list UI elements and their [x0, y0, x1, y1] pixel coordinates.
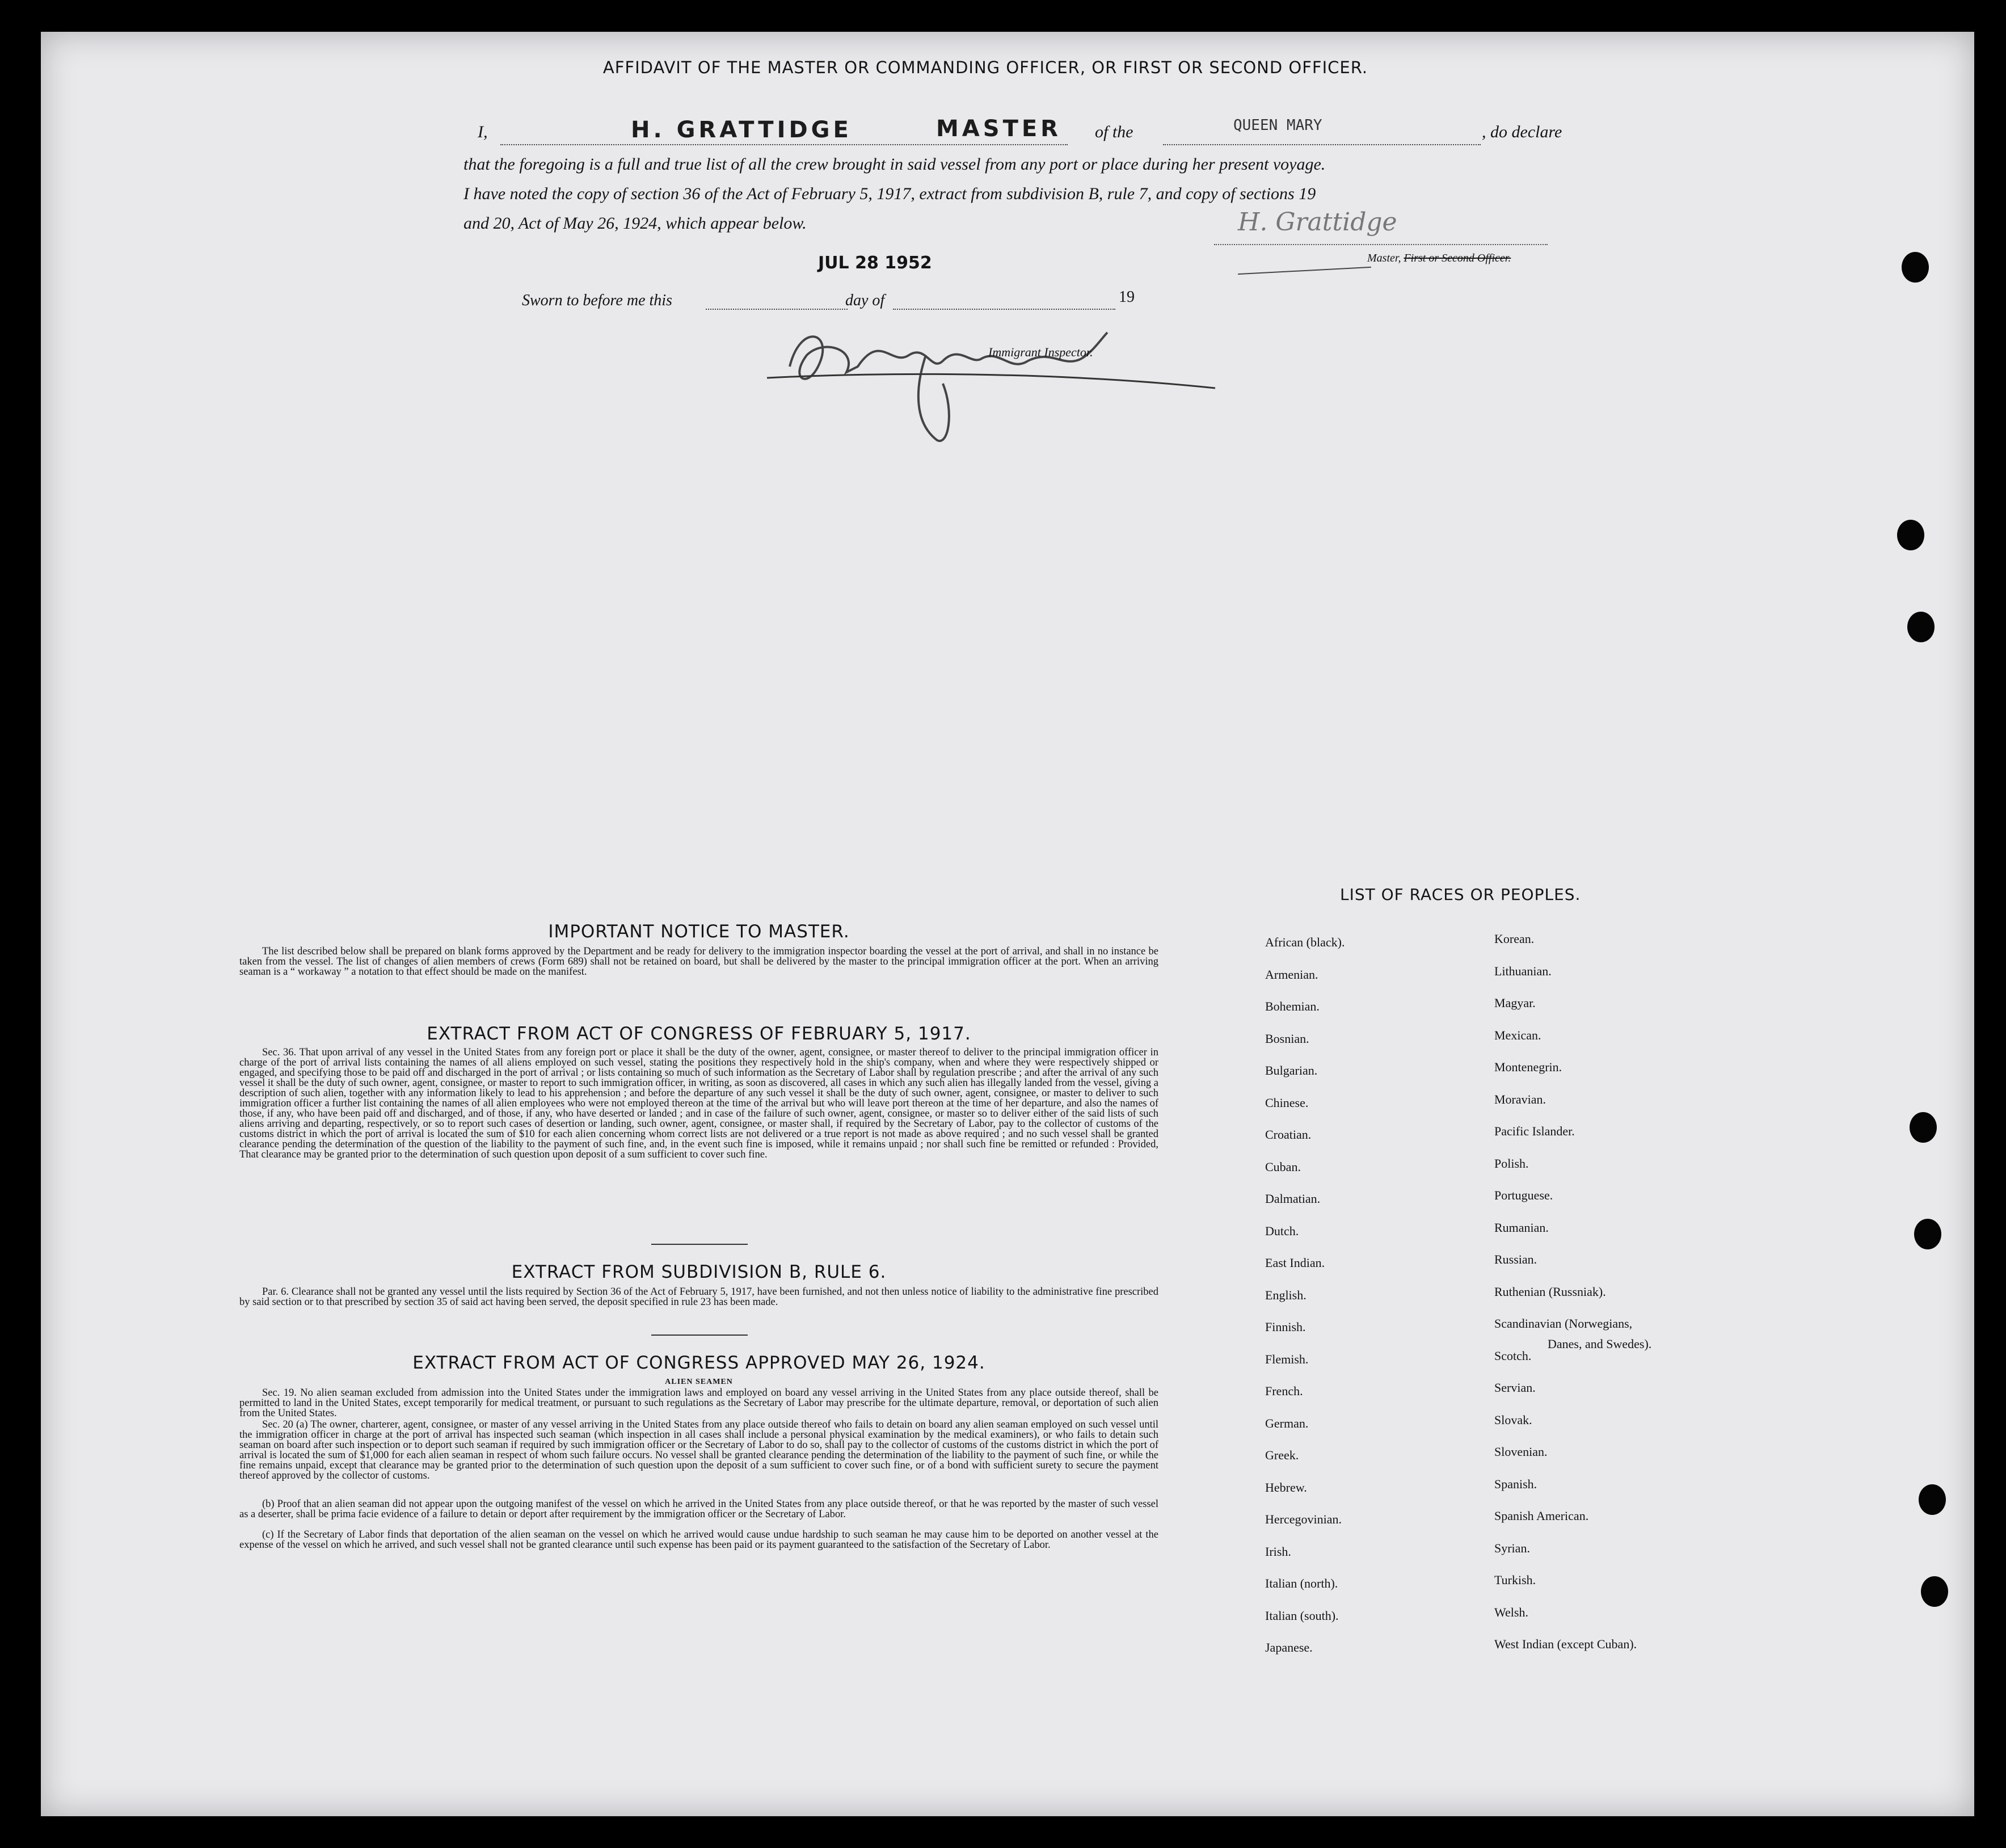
- race-scandinavian-cont: Danes, and Swedes).: [1548, 1337, 1652, 1351]
- race-item: Welsh.: [1494, 1605, 1528, 1619]
- race-item: Montenegrin.: [1494, 1060, 1562, 1074]
- race-item: Ruthenian (Russniak).: [1494, 1284, 1606, 1299]
- race-item: French.: [1265, 1384, 1303, 1398]
- race-item: Greek.: [1265, 1448, 1299, 1462]
- punch-hole: [1907, 612, 1935, 642]
- race-item: Bosnian.: [1265, 1031, 1309, 1046]
- race-item: Spanish American.: [1494, 1509, 1589, 1523]
- race-item: Scotch.: [1494, 1348, 1532, 1363]
- master-rank: MASTER: [936, 116, 1061, 142]
- extract-1924-title: EXTRACT FROM ACT OF CONGRESS APPROVED MAY 26, 1924.: [412, 1353, 985, 1373]
- separator: [651, 1335, 748, 1336]
- master-name: H. GRATTIDGE: [631, 117, 852, 143]
- vessel-name: QUEEN MARY: [1233, 117, 1322, 134]
- race-item: Chinese.: [1265, 1095, 1309, 1110]
- punch-hole: [1897, 520, 1924, 550]
- race-item: Polish.: [1494, 1156, 1529, 1171]
- race-item: Russian.: [1494, 1252, 1537, 1266]
- affidavit-line-2: that the foregoing is a full and true list of all the crew brought in said vessel from any port or place during her present voyage.: [463, 155, 1326, 174]
- race-item: Dutch.: [1265, 1223, 1299, 1238]
- race-item: English.: [1265, 1287, 1307, 1302]
- alien-seamen-subtitle: ALIEN SEAMEN: [665, 1378, 733, 1386]
- race-item: Slovak.: [1494, 1412, 1532, 1427]
- officer-label-struck: First or Second Officer.: [1404, 252, 1511, 264]
- race-item: Rumanian.: [1494, 1220, 1549, 1235]
- notice-title: IMPORTANT NOTICE TO MASTER.: [548, 921, 850, 942]
- extract-1917-text: Sec. 36. That upon arrival of any vessel in the United States from any foreign port or place it shall be the duty of the owner, agent, consignee, or master thereof to deliver to the principal immigration officer in charge of the port of arrival lists containing the names of all aliens employed on such vessel, stating the positions they respectively hold in the ship's company, when and where they were respectively shipped or engaged, and specifying those to be paid off and discharged in the port of arrival ; or lists containing so much of such information as the Secretary of Labor shall by regulation prescribe ; and after the arrival of any such vessel it shall be the duty of such owner, agent, consignee, or master to report to such immigration officer, in writing, as soon as discovered, all cases in which any such alien has illegally landed from the vessel, giving a description of such alien, together with any information likely to lead to his apprehension ; and before the departure of any such vessel it shall be the duty of such owner, agent, consignee, or master to deliver to such immigration officer a further list containing the names of all alien employees who were not employed thereon at the time of the arrival but who will leave port thereon at the time of her departure, and also the names of those, if any, who have been paid off and discharged, and of those, if any, who have deserted or landed ; and in case of the failure of such owner, agent, consignee, or master so to deliver either of the said lists of such aliens arriving and departing, respectively, or so to report such cases of desertion or landing, such owner, agent, consignee, or master shall, if required by the Secretary of Labor, pay to the collector of customs of the customs district in which the port of arrival is located the sum of $10 for each alien concerning whom correct lists are not delivered or a true report is not made as above required ; and no such vessel shall be granted clearance pending the determination of the question of the liability to the payment of such fine, and, in the event such fine is imposed, while it remains unpaid ; nor shall such fine be remitted or refunded : Provided, That clearance may be granted prior to the determination of such question upon deposit of a sum sufficient to cover such fine.: [239, 1047, 1158, 1160]
- rule6-text: Par. 6. Clearance shall not be granted any vessel until the lists required by Section 36 of the Act of February 5, 1917, have been furnished, and not then unless notice of liability to the administrative fine prescribed by said section or to that prescribed by section 35 of said act having been served, the deposit specified in rule 23 has been made.: [239, 1286, 1158, 1308]
- officer-label-master: Master,: [1367, 252, 1401, 264]
- race-item: Bohemian.: [1265, 999, 1320, 1013]
- punch-hole: [1921, 1576, 1948, 1607]
- race-item: Slovenian.: [1494, 1445, 1548, 1459]
- sworn-label: Sworn to before me this: [522, 292, 672, 309]
- sec20a-text: Sec. 20 (a) The owner, charterer, agent, consignee, or master of any vessel arriving in the United States from any place outside thereof who fails to detain on board any alien seaman employed on such vessel until the immigration officer in charge at the port of arrival has inspected such seaman (which inspection in all cases shall include a personal physical examination by the medical examiners), or who fails to detain such seaman on board after such inspection or to deport such seaman if required by such immigration officer or the Secretary of Labor to do so, shall pay to the collector of customs of the customs district in which the port of arrival is located the sum of $1,000 for each alien seaman in respect of whom such failure occurs. No vessel shall be granted clearance pending the determination of the liability to the payment of such fine, or while the fine remains unpaid, except that clearance may be granted prior to the determination of such question upon the deposit of a sum sufficient to cover such fine, or of a bond with sufficient surety to secure the payment thereof approved by the collector of customs.: [239, 1419, 1158, 1481]
- race-item: Spanish.: [1494, 1476, 1537, 1491]
- race-item: Servian.: [1494, 1380, 1536, 1395]
- race-item: Croatian.: [1265, 1127, 1312, 1142]
- race-item: Moravian.: [1494, 1092, 1546, 1106]
- sec20b-text: (b) Proof that an alien seaman did not appear upon the outgoing manifest of the vessel on which he arrived in the United States from any place outside thereof, or that he was reported by the master of such vessel as a deserter, shall be prima facie evidence of a failure to detain or deport after requirement by the immigration officer or the Secretary of Labor.: [239, 1498, 1158, 1520]
- sec20c-text: (c) If the Secretary of Labor finds that deportation of the alien seaman on the vessel on which he arrived would cause undue hardship to such seaman he may cause him to be deported on another vessel at the expense of the vessel on which he arrived, and such vessel shall not be granted clearance until such expense has been paid or its payment guaranteed to the satisfaction of the Secretary of Labor.: [239, 1529, 1158, 1551]
- race-item: East Indian.: [1265, 1256, 1325, 1270]
- race-item: Hebrew.: [1265, 1480, 1307, 1495]
- race-item: Turkish.: [1494, 1573, 1536, 1587]
- document-page: [41, 32, 1974, 1816]
- race-item: Syrian.: [1494, 1540, 1530, 1555]
- race-item: German.: [1265, 1416, 1309, 1430]
- punch-hole: [1914, 1219, 1941, 1249]
- punch-hole: [1902, 252, 1929, 283]
- vessel-line: [1163, 144, 1481, 145]
- affidavit-line-3: I have noted the copy of section 36 of the Act of February 5, 1917, extract from subdivision B, rule 7, and copy of sections 19: [463, 184, 1316, 203]
- race-item: Italian (north).: [1265, 1576, 1338, 1590]
- officer-label: [1367, 252, 1511, 265]
- race-item: Cuban.: [1265, 1159, 1301, 1174]
- race-item: Pacific Islander.: [1494, 1124, 1575, 1138]
- race-item: Armenian.: [1265, 967, 1318, 982]
- notices-column: [194, 32, 1204, 1816]
- year-prefix: 19: [1119, 288, 1135, 306]
- inspector-label: Immigrant Inspector.: [988, 345, 1093, 359]
- race-item: West Indian (except Cuban).: [1494, 1637, 1637, 1651]
- declare-label: , do declare: [1482, 123, 1562, 141]
- race-item: Irish.: [1265, 1544, 1291, 1559]
- sec19-text: Sec. 19. No alien seaman excluded from admission into the United States under the immigration laws and employed on board any vessel arriving in the United States from any place outside thereof, shall be permitted to land in the United States, except temporarily for medical treatment, or pursuant to such regulations as the Secretary of Labor may prescribe for the ultimate departure, removal, or deportation of such alien from the United States.: [239, 1387, 1158, 1419]
- races-title: LIST OF RACES OR PEOPLES.: [1340, 885, 1581, 904]
- date-stamp: JUL 28 1952: [818, 253, 932, 273]
- race-item: Bulgarian.: [1265, 1063, 1318, 1077]
- race-item: Magyar.: [1494, 996, 1536, 1010]
- race-item: Dalmatian.: [1265, 1192, 1321, 1206]
- punch-hole: [1919, 1484, 1946, 1515]
- signature-line: [1214, 244, 1548, 245]
- race-item: Lithuanian.: [1494, 963, 1552, 978]
- i-label: I,: [478, 123, 488, 141]
- race-item: Mexican.: [1494, 1028, 1541, 1042]
- race-item: Portuguese.: [1494, 1188, 1553, 1202]
- punch-hole: [1910, 1112, 1937, 1143]
- extract-1917-title: EXTRACT FROM ACT OF CONGRESS OF FEBRUARY 5, 1917.: [427, 1024, 971, 1044]
- master-signature: H. Grattidge: [1238, 208, 1397, 237]
- race-item: Japanese.: [1265, 1640, 1313, 1655]
- race-item: African (black).: [1265, 935, 1345, 949]
- race-item: Finnish.: [1265, 1320, 1306, 1334]
- of-the-label: of the: [1095, 123, 1133, 141]
- affidavit-line-4: and 20, Act of May 26, 1924, which appear below.: [463, 214, 807, 233]
- rule6-title: EXTRACT FROM SUBDIVISION B, RULE 6.: [511, 1262, 887, 1282]
- race-item: Scandinavian (Norwegians,: [1494, 1316, 1633, 1331]
- separator: [651, 1244, 748, 1245]
- affidavit-title: AFFIDAVIT OF THE MASTER OR COMMANDING OFFICER, OR FIRST OR SECOND OFFICER.: [602, 58, 1368, 77]
- signature-stroke: [1238, 267, 1371, 275]
- race-item: Korean.: [1494, 932, 1535, 946]
- race-item: Hercegovinian.: [1265, 1512, 1342, 1526]
- race-item: Flemish.: [1265, 1352, 1309, 1366]
- day-of-label: day of: [845, 292, 885, 309]
- notice-text: The list described below shall be prepared on blank forms approved by the Department and be ready for delivery to the immigration inspector boarding the vessel at the port of arrival, and shall in no instance be taken from the vessel. The list of changes of alien members of crews (Form 689) shall not be retained on board, but shall be delivered by the master to the principal immigration officer at the port. When an arriving seaman is a “ workaway ” a notation to that effect should be made on the manifest.: [239, 946, 1158, 978]
- race-item: Italian (south).: [1265, 1608, 1339, 1623]
